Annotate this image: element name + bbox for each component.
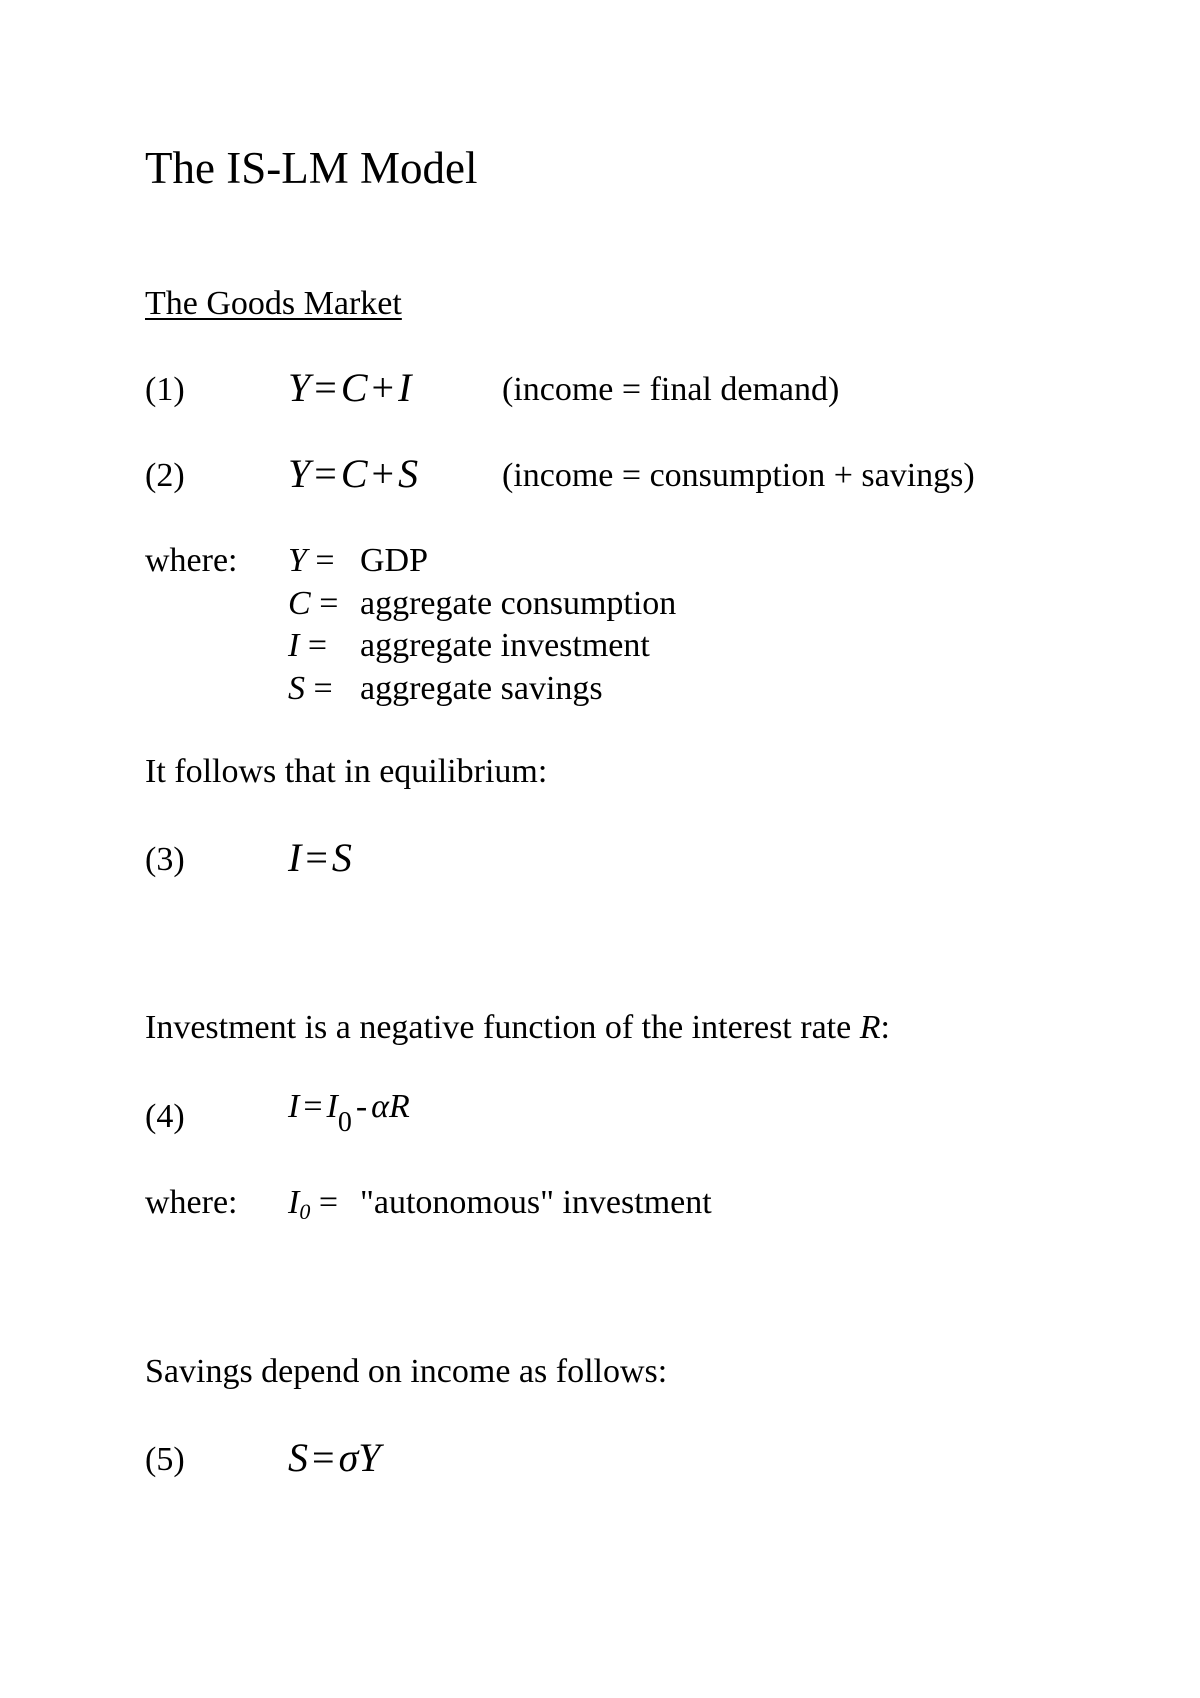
formula-symbol: I: [398, 365, 412, 410]
formula-symbol: S: [398, 451, 419, 496]
formula-symbol: R: [389, 1088, 410, 1125]
formula-symbol: I: [288, 835, 302, 880]
equilibrium-text: It follows that in equilibrium:: [145, 753, 548, 790]
text-fragment: :: [880, 1009, 890, 1046]
definition-description: aggregate consumption: [360, 585, 677, 622]
formula-symbol: S: [288, 1435, 308, 1480]
equation-formula: [288, 451, 419, 496]
equation-number: (5): [145, 1441, 185, 1478]
definition-description: "autonomous" investment: [360, 1184, 712, 1221]
equation-formula: [288, 1088, 410, 1138]
formula-operator: =: [314, 365, 337, 410]
symbol: I: [288, 1184, 300, 1221]
text-fragment: Investment is a negative function of the interest rate: [145, 1009, 860, 1046]
symbol: S: [288, 670, 305, 707]
equals-sign: =: [307, 627, 328, 664]
formula-subscript: 0: [337, 1107, 352, 1138]
equals-sign: =: [319, 585, 339, 622]
formula-symbol: S: [331, 835, 352, 880]
definition-symbol: [288, 587, 338, 621]
formula-operator: =: [305, 835, 328, 880]
definition-symbol: [288, 629, 327, 663]
formula-symbol: Y: [358, 1435, 381, 1480]
savings-text: Savings depend on income as follows:: [145, 1353, 668, 1390]
formula-symbol: I: [326, 1088, 338, 1125]
formula-symbol: Y: [288, 365, 311, 410]
formula-symbol: C: [340, 365, 368, 410]
page-title: The IS-LM Model: [145, 143, 478, 193]
formula-symbol: I: [288, 1088, 300, 1125]
formula-operator: =: [312, 1435, 335, 1480]
formula-symbol: α: [371, 1088, 390, 1125]
equation-number: (1): [145, 371, 185, 408]
formula-operator: =: [314, 451, 337, 496]
equation-note: (income = final demand): [502, 371, 840, 408]
definition-description: aggregate investment: [360, 627, 650, 664]
investment-text: [145, 1011, 890, 1045]
formula-symbol: σ: [338, 1435, 359, 1480]
formula-operator: -: [355, 1088, 368, 1125]
formula-symbol: Y: [288, 451, 311, 496]
formula-symbol: C: [340, 451, 368, 496]
where-label: where:: [145, 1184, 238, 1221]
formula-operator: +: [371, 365, 395, 410]
equation-formula: [288, 365, 412, 410]
definition-description: aggregate savings: [360, 670, 603, 707]
formula-operator: +: [371, 451, 395, 496]
symbol-subscript: 0: [299, 1199, 311, 1224]
equation-number: (2): [145, 457, 185, 494]
definition-symbol: [288, 1184, 339, 1224]
where-label: where:: [145, 542, 238, 579]
definition-description: GDP: [360, 542, 429, 579]
equation-number: (4): [145, 1098, 185, 1135]
equals-sign: =: [315, 542, 335, 579]
definition-symbol: [288, 544, 335, 578]
symbol: Y: [288, 542, 307, 579]
symbol: C: [288, 585, 311, 622]
definition-symbol: [288, 672, 333, 706]
equals-sign: =: [318, 1184, 339, 1221]
equation-number: (3): [145, 841, 185, 878]
equation-formula: [288, 835, 352, 880]
variable: R: [859, 1009, 881, 1046]
formula-operator: =: [303, 1088, 323, 1125]
equation-note: (income = consumption + savings): [502, 457, 975, 494]
equation-formula: [288, 1435, 381, 1480]
symbol: I: [288, 627, 300, 664]
equals-sign: =: [313, 670, 333, 707]
section-heading: The Goods Market: [145, 285, 402, 322]
